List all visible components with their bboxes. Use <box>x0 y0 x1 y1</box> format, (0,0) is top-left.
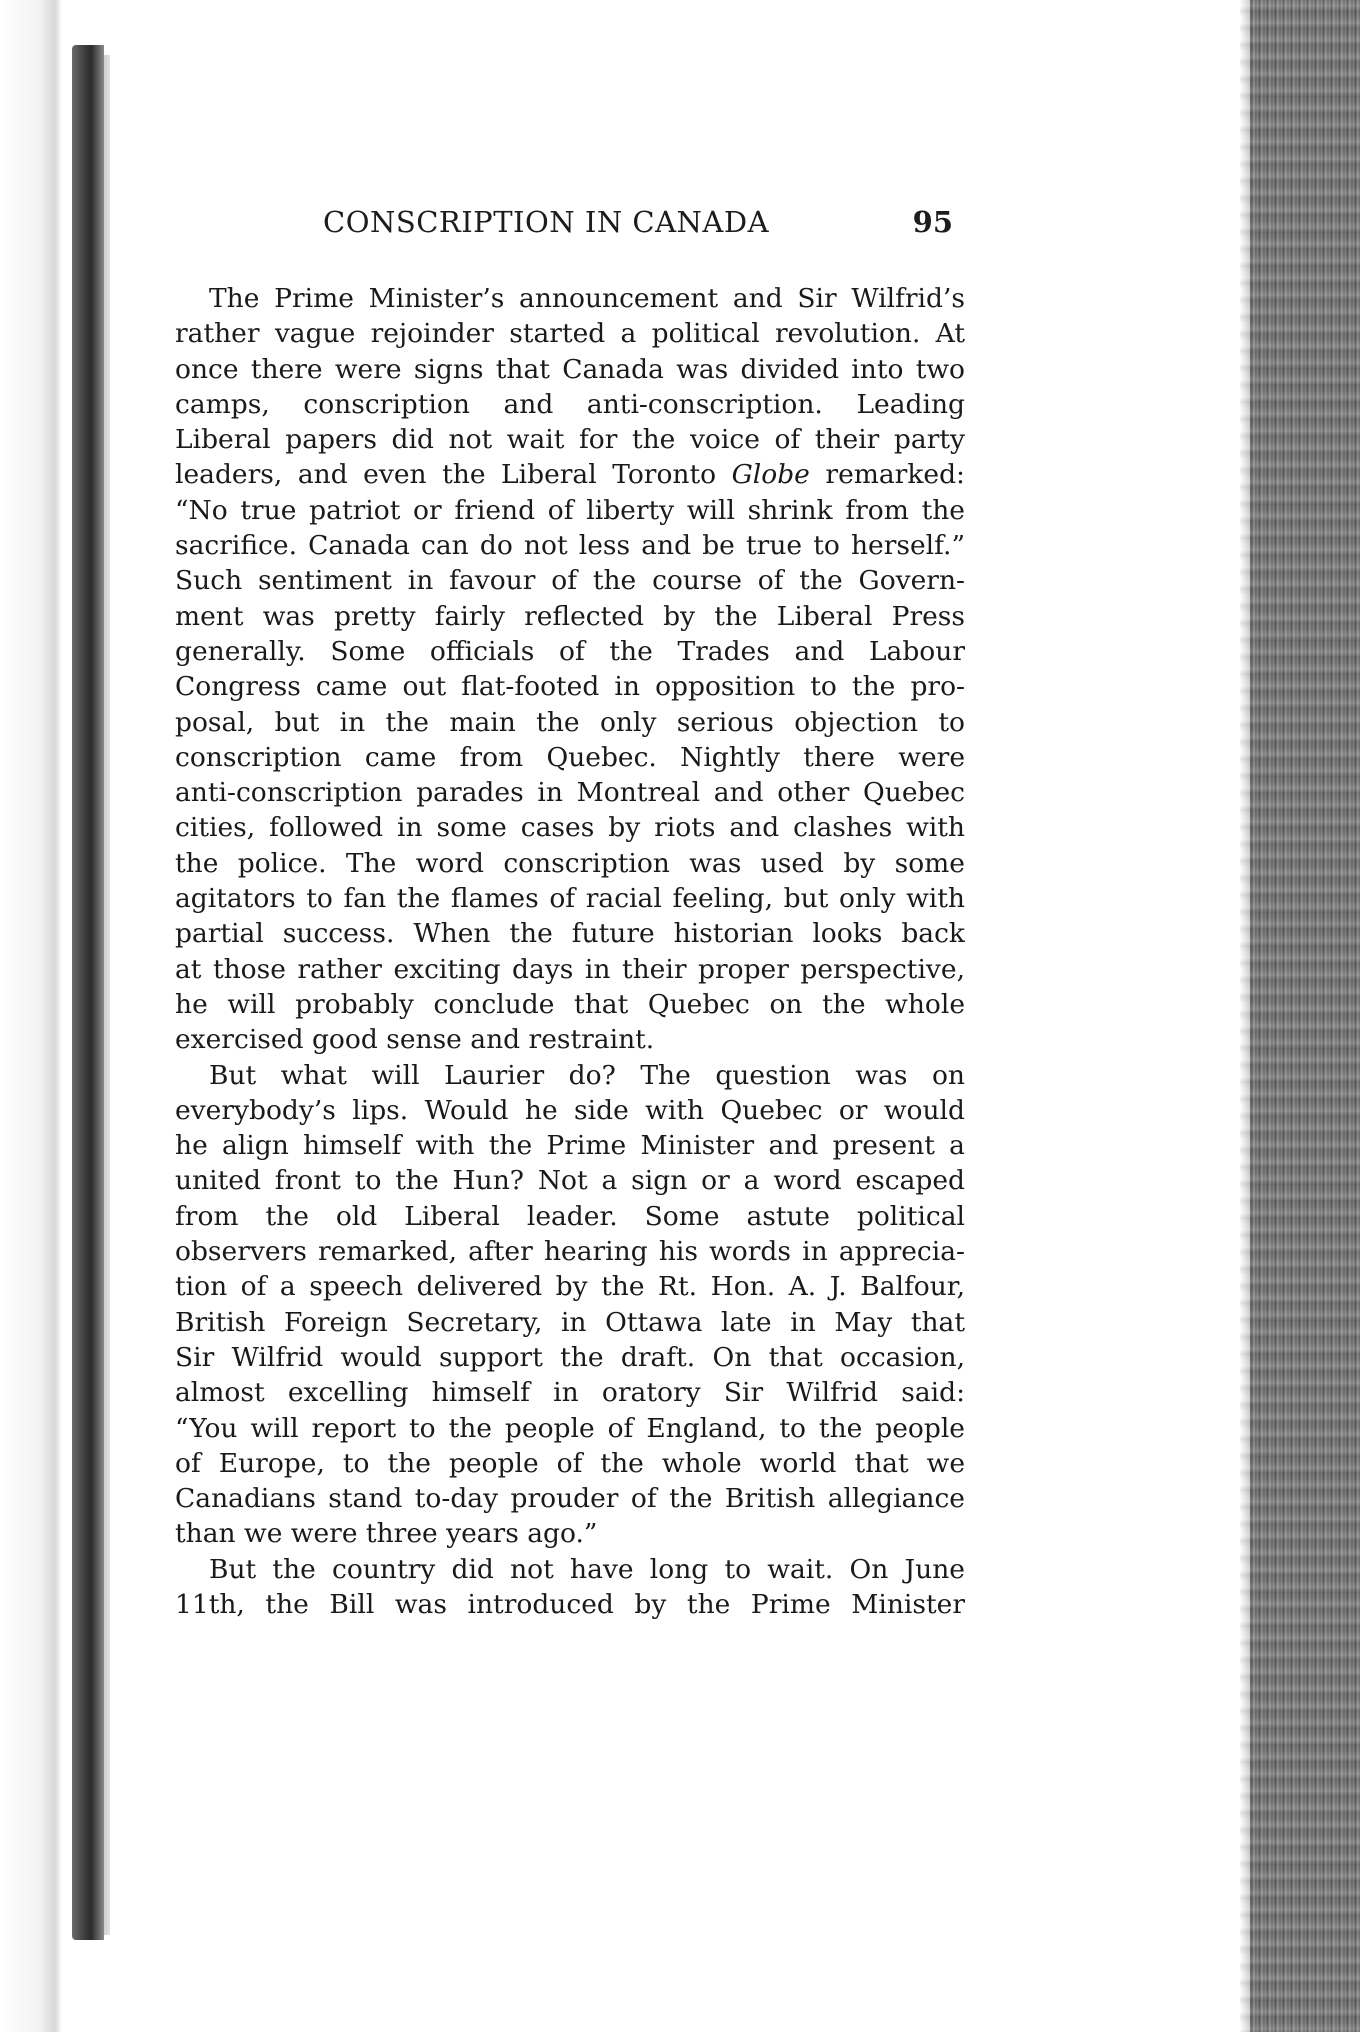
body-text <box>175 281 965 1622</box>
running-head <box>175 205 965 245</box>
text-line: almost excelling himself in oratory Sir Wilfrid said: <box>175 1377 965 1409</box>
facing-page-edge <box>0 0 62 2032</box>
text-line: conscription came from Quebec. Nightly there were <box>175 741 965 773</box>
text-line: 11th, the Bill was introduced by the Prime Minister <box>175 1588 965 1620</box>
text-line: sacrifice. Canada can do not less and be true to herself.” <box>175 530 965 562</box>
text-line: Such sentiment in favour of the course of the Govern- <box>175 565 965 597</box>
text-line: from the old Liberal leader. Some astute political <box>175 1200 965 1232</box>
text-line: Canadians stand to-day prouder of the British allegiance <box>175 1483 965 1515</box>
text-line: generally. Some officials of the Trades and Labour <box>175 635 965 667</box>
text-line: observers remarked, after hearing his words in apprecia- <box>175 1236 965 1268</box>
text-line: tion of a speech delivered by the Rt. Hon. A. J. Balfour, <box>175 1271 965 1303</box>
text-line: “No true patriot or friend of liberty will shrink from the <box>175 494 965 526</box>
page-fore-edge <box>1240 0 1360 2032</box>
text-line: rather vague rejoinder started a political revolution. At <box>175 318 965 350</box>
text-line: British Foreign Secretary, in Ottawa late in May that <box>175 1306 965 1338</box>
text-line: once there were signs that Canada was divided into two <box>175 353 965 385</box>
text-line: The Prime Minister’s announcement and Sir Wilfrid’s <box>209 283 965 314</box>
text-line: “You will report to the people of England, to the people <box>175 1412 965 1444</box>
chapter-title: CONSCRIPTION IN CANADA <box>323 205 770 239</box>
text-line: he align himself with the Prime Minister and present a <box>175 1130 965 1162</box>
page-number: 95 <box>912 205 953 239</box>
text-line: anti-conscription parades in Montreal and other Quebec <box>175 777 965 809</box>
text-line: But the country did not have long to wait. On June <box>209 1553 965 1585</box>
text-line: cities, followed in some cases by riots and clashes with <box>175 812 965 844</box>
text-line: than we were three years ago.” <box>175 1518 598 1550</box>
text-line: camps, conscription and anti-conscription. Leading <box>175 388 965 420</box>
text-line: posal, but in the main the only serious objection to <box>175 706 965 738</box>
text-line: at those rather exciting days in their proper perspective, <box>175 953 965 985</box>
text-line: everybody’s lips. Would he side with Quebec or would <box>175 1094 965 1126</box>
text-line: But what will Laurier do? The question was on <box>209 1059 965 1091</box>
text-line: Sir Wilfrid would support the draft. On that occasion, <box>175 1341 965 1373</box>
text-line: Congress came out flat-footed in opposition to the pro- <box>175 671 965 703</box>
text-line: agitators to fan the flames of racial feeling, but only with <box>175 883 965 915</box>
text-line: of Europe, to the people of the whole world that we <box>175 1447 965 1479</box>
text-line: he will probably conclude that Quebec on the whole <box>175 988 965 1020</box>
book-gutter <box>72 45 104 1940</box>
text-line: united front to the Hun? Not a sign or a word escaped <box>175 1165 965 1197</box>
text-line: partial success. When the future historian looks back <box>175 918 965 950</box>
text-line: exercised good sense and restraint. <box>175 1024 655 1056</box>
text-line: ment was pretty fairly reflected by the Liberal Press <box>175 600 965 632</box>
text-line: the police. The word conscription was used by some <box>175 847 965 879</box>
newspaper-title: Globe <box>731 459 810 491</box>
text-line: Liberal papers did not wait for the voice of their party <box>175 424 965 456</box>
text-line: leaders, and even the Liberal Toronto Globe remarked: <box>175 459 965 491</box>
